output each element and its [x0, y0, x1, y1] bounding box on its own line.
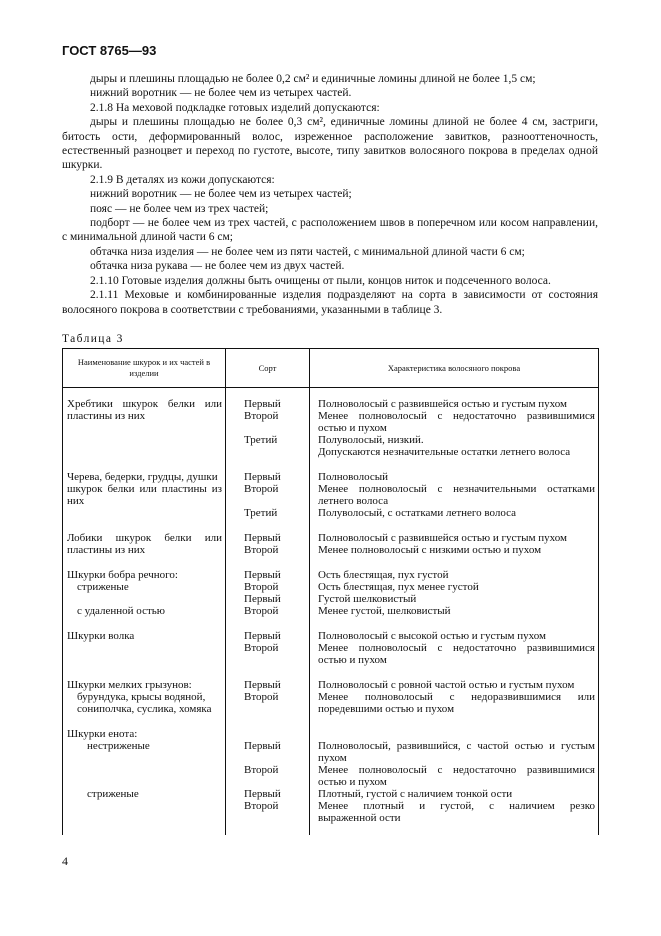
cell-line: Лобики шкурок белки или [67, 532, 222, 544]
cell-sort [226, 788, 310, 824]
cell-sort [226, 556, 310, 617]
cell-characteristic [310, 715, 599, 788]
cell-line [244, 728, 309, 740]
cell-line: Полноволосый с высокой остью и густым пухом [318, 630, 546, 642]
cell-line: Ость блестящая, пух густой [318, 569, 449, 581]
cell-characteristic [310, 556, 599, 617]
table-row [63, 666, 599, 715]
cell-line [244, 495, 309, 507]
cell-line: Третий [244, 434, 278, 446]
cell-line: остью и пухом [318, 654, 387, 666]
cell-characteristic [310, 388, 599, 459]
col-header-characteristic: Характеристика волосяного покрова [310, 349, 599, 388]
paragraph: 2.1.8 На меховой подкладке готовых изделий допускаются: [90, 101, 380, 114]
cell-line: Шкурки мелких грызунов: [67, 679, 192, 691]
cell-sort [226, 458, 310, 519]
cell-line: Второй [244, 483, 279, 495]
col-header-sort: Сорт [226, 349, 310, 388]
cell-line: Первый [244, 569, 281, 581]
cell-line: сониполчка, суслика, хомяка [77, 703, 212, 715]
cell-line: с удаленной остью [77, 605, 165, 617]
cell-line: нестриженые [87, 740, 150, 752]
cell-line: Менее плотный и густой, с наличием резко [318, 800, 595, 812]
cell-line: Второй [244, 642, 279, 654]
cell-line: Полноволосый с ровной частой остью и густым пухом [318, 679, 575, 691]
cell-line: Шкурки енота: [67, 728, 138, 740]
cell-line: Полноволосый [318, 471, 389, 483]
cell-name [63, 519, 226, 556]
cell-line: пластины из них [67, 410, 146, 422]
table-caption: Таблица 3 [62, 333, 124, 345]
cell-line: Полуволосый, с остатками летнего волоса [318, 507, 517, 519]
cell-line: Второй [244, 800, 279, 812]
cell-line: Менее полноволосый с низкими остью и пухом [318, 544, 542, 556]
paragraph: дыры и плешины площадью не более 0,3 см², единичные ломины длиной не более 4 см, застриги, битость ости, деформированный волос, изреженное расположение завитков, разнооттеночность, естественный разноцвет и переход по густоте, высоте, типу завитков волосяного покрова в пределах одной шкурки. [62, 116, 598, 172]
cell-line: остью и пухом [318, 422, 387, 434]
cell-line: Менее полноволосый с незначительными остатками [318, 483, 595, 495]
cell-line: Второй [244, 544, 279, 556]
body-text [62, 72, 598, 317]
cell-name [63, 617, 226, 666]
cell-line: Первый [244, 630, 281, 642]
page-number: 4 [62, 854, 68, 868]
cell-name [63, 715, 226, 788]
cell-characteristic [310, 788, 599, 824]
cell-line: пластины из них [67, 544, 146, 556]
paragraph: обтачка низа рукава — не более чем из двух частей. [90, 260, 345, 273]
cell-line: шкурок белки или пластины из [67, 483, 222, 495]
cell-name [63, 788, 226, 824]
cell-line: Шкурки волка [67, 630, 135, 642]
cell-line: Черева, бедерки, грудцы, душки [67, 471, 218, 483]
cell-sort [226, 715, 310, 788]
cell-line: Второй [244, 410, 279, 422]
paragraph: 2.1.11 Меховые и комбинированные изделия подразделяют на сорта в зависимости от состояния волосяного покрова в соответствии с требованиями, указанными в таблице 3. [62, 289, 598, 316]
paragraph: подборт — не более чем из трех частей, с расположением швов в поперечном или косом направлении, с минимальной длиной части 6 см; [62, 217, 598, 244]
cell-line: Менее полноволосый с недостаточно развившимися [318, 642, 595, 654]
cell-line: них [67, 495, 85, 507]
cell-line: Второй [244, 581, 279, 593]
cell-line: летнего волоса [318, 495, 389, 507]
cell-line: Полноволосый с развившейся остью и густым пухом [318, 532, 567, 544]
cell-line: Первый [244, 740, 281, 752]
cell-line: остью и пухом [318, 776, 387, 788]
cell-line: стриженые [77, 581, 129, 593]
cell-line: Менее густой, шелковистый [318, 605, 451, 617]
cell-line: поредевшими остью и пухом [318, 703, 455, 715]
table-row [63, 458, 599, 519]
cell-characteristic [310, 824, 599, 835]
col-header-name: Наименование шкурок и их частей в изделии [63, 349, 226, 388]
paragraph: дыры и плешины площадью не более 0,2 см² и единичные ломины длиной не более 1,5 см; [90, 73, 536, 85]
table-row [63, 519, 599, 556]
cell-sort [226, 824, 310, 835]
cell-name [63, 666, 226, 715]
paragraph: нижний воротник — не более чем из четырех частей; [90, 188, 352, 201]
paragraph: 2.1.9 В деталях из кожи допускаются: [90, 173, 275, 186]
cell-line: Второй [244, 691, 279, 703]
table-header-row [63, 349, 599, 388]
cell-line: Третий [244, 507, 278, 519]
cell-sort [226, 519, 310, 556]
cell-line: Первый [244, 532, 281, 544]
table-row [63, 617, 599, 666]
cell-characteristic [310, 617, 599, 666]
cell-line: Полуволосый, низкий. [318, 434, 424, 446]
table-row [63, 824, 599, 835]
cell-name [63, 824, 226, 835]
cell-line: бурундука, крысы водяной, [77, 691, 206, 703]
document-header: ГОСТ 8765—93 [62, 43, 157, 58]
table-row [63, 388, 599, 459]
cell-line: Второй [244, 605, 279, 617]
cell-sort [226, 388, 310, 459]
cell-line: Менее полноволосый с недоразвившимися или [318, 691, 595, 703]
cell-sort [226, 617, 310, 666]
paragraph: обтачка низа изделия — не более чем из пяти частей, с минимальной длиной части 6 см; [90, 245, 525, 258]
cell-line: Первый [244, 788, 281, 800]
paragraph: 2.1.10 Готовые изделия должны быть очищены от пыли, концов ниток и подсеченного волоса. [90, 274, 551, 287]
table-row [63, 788, 599, 824]
cell-line: Первый [244, 593, 281, 605]
cell-line: Плотный, густой с наличием тонкой ости [318, 788, 513, 800]
cell-line [244, 752, 309, 764]
cell-line: Первый [244, 398, 281, 410]
paragraph: нижний воротник — не более чем из четырех частей. [90, 87, 352, 100]
cell-line [244, 422, 309, 434]
cell-line: Менее полноволосый с недостаточно развившимися [318, 410, 595, 422]
cell-line: Ость блестящая, пух менее густой [318, 581, 479, 593]
cell-characteristic [310, 458, 599, 519]
cell-line: Шкурки бобра речного: [67, 569, 178, 581]
cell-line: Менее полноволосый с недостаточно развившимися [318, 764, 595, 776]
cell-name [63, 556, 226, 617]
cell-line: Второй [244, 764, 279, 776]
table-row [63, 715, 599, 788]
cell-name [63, 388, 226, 459]
cell-line [318, 728, 595, 740]
cell-line: Хребтики шкурок белки или [67, 398, 222, 410]
cell-name [63, 458, 226, 519]
cell-line: Первый [244, 471, 281, 483]
cell-line: Полноволосый, развившийся, с частой остью и густым [318, 740, 595, 752]
cell-line: выраженной ости [318, 812, 401, 824]
cell-line: Допускаются незначительные остатки летнего волоса [318, 446, 571, 458]
table-row [63, 556, 599, 617]
cell-line [67, 593, 222, 605]
cell-line: пухом [318, 752, 347, 764]
fur-grade-table [62, 348, 599, 835]
cell-line: Первый [244, 679, 281, 691]
cell-sort [226, 666, 310, 715]
cell-characteristic [310, 519, 599, 556]
cell-line: Полноволосый с развившейся остью и густым пухом [318, 398, 567, 410]
cell-characteristic [310, 666, 599, 715]
cell-line: Густой шелковистый [318, 593, 417, 605]
cell-line: стриженые [87, 788, 139, 800]
paragraph: пояс — не более чем из трех частей; [90, 202, 269, 215]
